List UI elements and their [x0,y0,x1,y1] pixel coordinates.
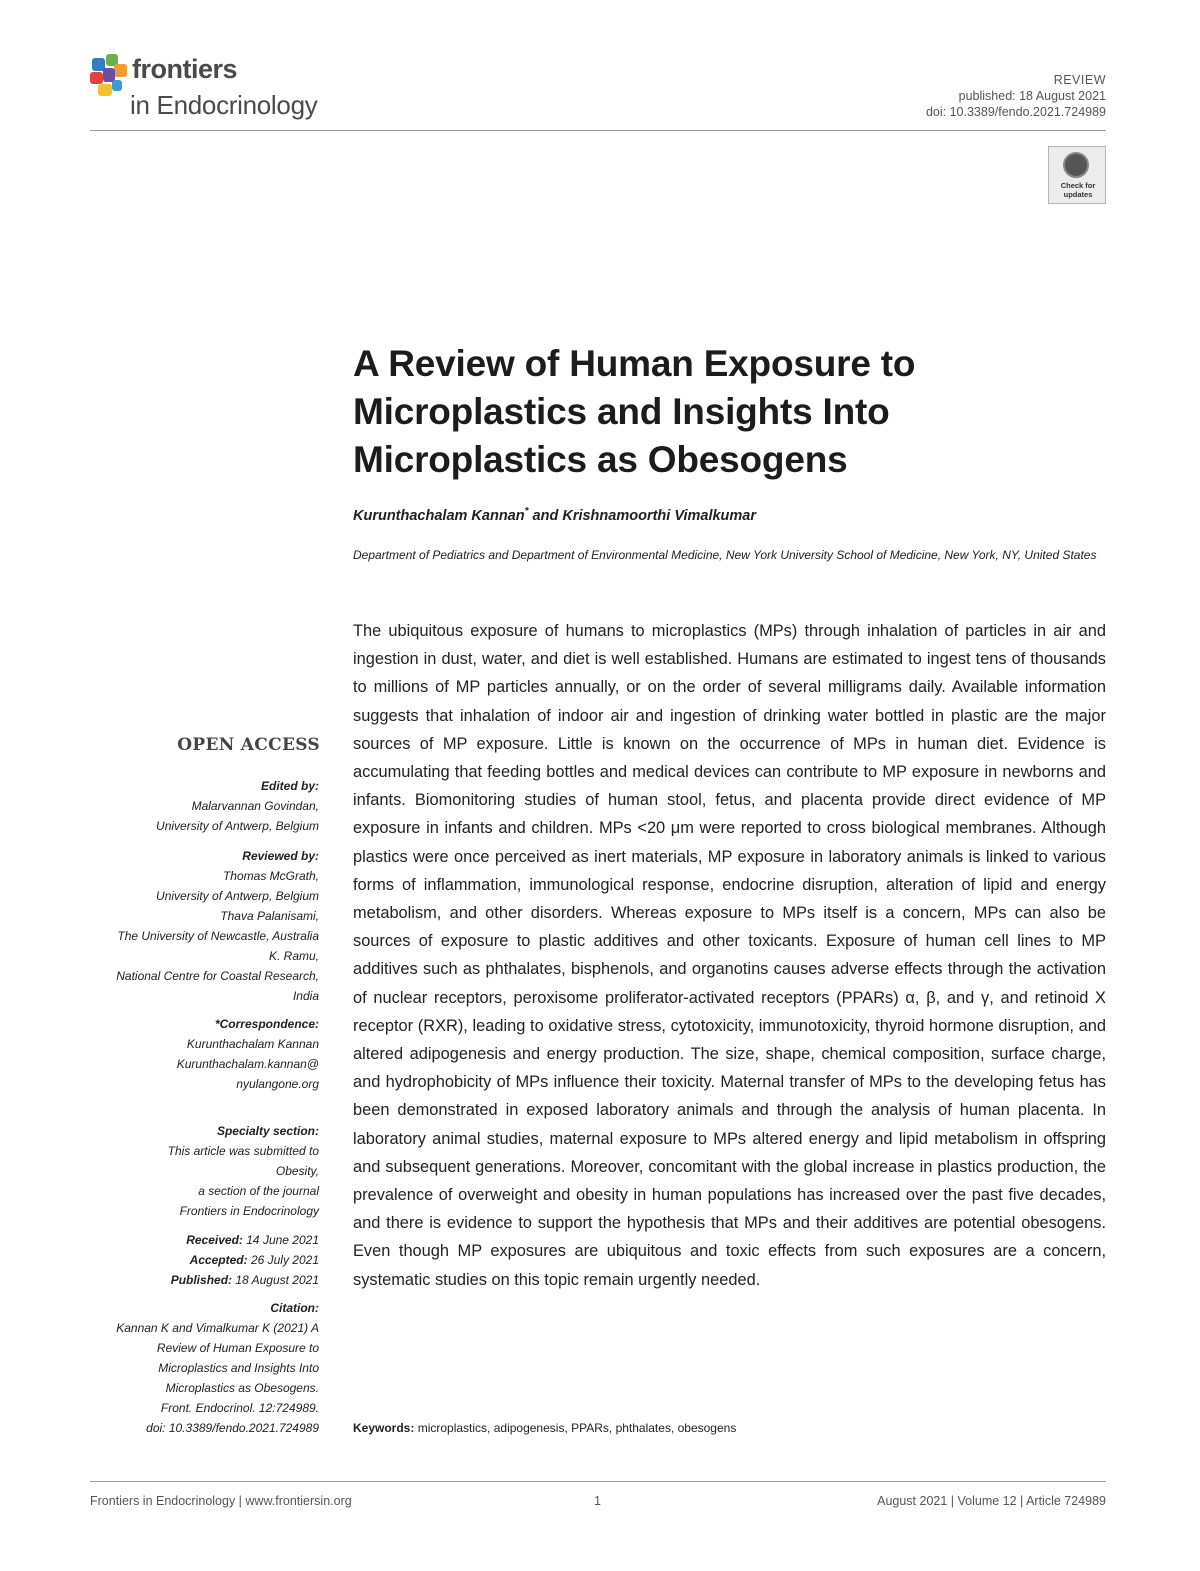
footer-divider [90,1481,1106,1482]
dates [171,1230,319,1290]
footer-issue: August 2021 | Volume 12 | Article 724989 [877,1494,1106,1508]
article-meta [926,72,1106,120]
citation-doi[interactable]: doi: 10.3389/fendo.2021.724989 [146,1421,319,1435]
correspondence [177,1014,319,1094]
authors [353,506,756,524]
check-updates-label: Check for updates [1060,181,1096,199]
reviewer-line: University of Antwerp, Belgium [156,889,319,903]
brand-journal: in Endocrinology [130,90,318,120]
published-label: Published: [170,1273,233,1287]
citation [116,1298,319,1438]
editor-affiliation: University of Antwerp, Belgium [156,819,319,833]
citation-line: Review of Human Exposure to [156,1341,319,1355]
correspondence-email[interactable]: nyulangone.org [236,1077,319,1091]
received-date [171,1230,319,1250]
abstract: The ubiquitous exposure of humans to microplastics (MPs) through inhalation of particles in air and ingestion in dust, water, and diet is well established. Humans are estimated to ingest tens of thousands to millions of MP particles annually, or on the order of several milligrams daily. Available information suggests that inhalation of indoor air and ingestion of drinking water bottled in plastic are the major sources of MP exposure. Little is known on the occurrence of MPs in human diet. Evidence is accumulating that feeding bottles and medical devices can contribute to MP exposure in newborns and infants. Biomonitoring studies of human stool, fetus, and placenta provide direct evidence of MP exposure in infants and children. MPs <20 μm were reported to cross biological membranes. Although plastics were once perceived as inert materials, MP exposure in laboratory animals is linked to various forms of inflammation, immunological response, endocrine disruption, alteration of lipid and energy metabolism, and other disorders. Whereas exposure to MPs itself is a concern, MPs can also be sources of exposure to plastic additives and other toxicants. Exposure of human cell lines to MP additives such as phthalates, bisphenols, and organotins causes adverse effects through the activation of nuclear receptors, peroxisome proliferator-activated receptors (PPARs) α, β, and γ, and retinoid X receptor (RXR), leading to oxidative stress, cytotoxicity, immunotoxicity, thyroid hormone disruption, and altered adipogenesis and energy production. The size, shape, chemical composition, surface charge, and hydrophobicity of MPs influence their toxicity. Maternal transfer of MPs to the developing fetus has been demonstrated in exposed laboratory animals and through the analysis of human placenta. In laboratory animal studies, maternal exposure to MPs altered energy and lipid metabolism in offspring and subsequent generations. Moreover, concomitant with the global increase in plastics production, the prevalence of overweight and obesity in human populations has increased over the past five decades, and there is evidence to support the hypothesis that MPs and their additives are potential obesogens. Even though MP exposures are ubiquitous and toxic effects from such exposures are a concern, systematic studies on this topic remain urgently needed. [353,622,1106,1289]
accepted-label: Accepted: [189,1253,248,1267]
reviewer-line: India [292,989,319,1003]
journal-logo [90,52,360,122]
corresponding-mark: * [524,506,529,517]
edited-by [156,776,319,836]
page-number: 1 [594,1494,601,1508]
received-value: 14 June 2021 [242,1233,319,1247]
reviewed-by-label: Reviewed by: [242,849,319,863]
editor-name: Malarvannan Govindan, [191,799,319,813]
doi: doi: 10.3389/fendo.2021.724989 [925,105,1106,119]
correspondence-name: Kurunthachalam Kannan [186,1037,319,1051]
edited-by-label: Edited by: [260,779,319,793]
keywords [353,1421,736,1435]
specialty-line: Frontiers in Endocrinology [179,1204,319,1218]
footer-journal: Frontiers in Endocrinology | www.frontiersin.org [90,1494,352,1508]
author-1[interactable]: Kurunthachalam Kannan [353,507,525,524]
article-type: REVIEW [1053,73,1106,87]
brand-frontiers: frontiers [132,54,238,84]
check-updates-icon [1063,152,1089,178]
reviewer-line: Thomas McGrath, [222,869,319,883]
citation-line: Microplastics and Insights Into [158,1361,319,1375]
specialty-line: Obesity, [275,1164,319,1178]
citation-label: Citation: [270,1301,319,1315]
keywords-list: microplastics, adipogenesis, PPARs, phthalates, obesogens [417,1421,737,1435]
citation-line: Front. Endocrinol. 12:724989. [160,1401,319,1415]
accepted-date [171,1250,319,1270]
specialty-line: a section of the journal [198,1184,319,1198]
published-date: published: 18 August 2021 [958,89,1106,103]
reviewer-line: K. Ramu, [268,949,319,963]
published-date-side [171,1270,319,1290]
check-for-updates-button[interactable] [1048,146,1106,204]
keywords-label: Keywords: [353,1421,415,1435]
reviewer-line: Thava Palanisami, [220,909,319,923]
correspondence-label: *Correspondence: [214,1017,319,1031]
specialty-line: This article was submitted to [167,1144,319,1158]
affiliation: Department of Pediatrics and Department of Environmental Medicine, New York University School of Medicine, New York, NY, United States [353,548,1097,562]
accepted-value: 26 July 2021 [247,1253,319,1267]
specialty-section [168,1121,319,1221]
correspondence-email[interactable]: Kurunthachalam.kannan@ [176,1057,319,1071]
received-label: Received: [186,1233,243,1247]
reviewer-line: The University of Newcastle, Australia [117,929,319,943]
reviewer-line: National Centre for Coastal Research, [116,969,319,983]
frontiers-logo-icon [90,54,128,98]
published-value: 18 August 2021 [232,1273,319,1287]
specialty-label: Specialty section: [216,1124,319,1138]
header-divider [90,130,1106,131]
citation-line: Microplastics as Obesogens. [165,1381,319,1395]
open-access-label: OPEN ACCESS [177,735,320,755]
citation-line: Kannan K and Vimalkumar K (2021) A [116,1321,319,1335]
reviewed-by [116,846,319,1006]
author-2[interactable]: and Krishnamoorthi Vimalkumar [528,507,756,524]
article-title: A Review of Human Exposure to Microplastics and Insights Into Microplastics as Obesogens [353,343,916,480]
